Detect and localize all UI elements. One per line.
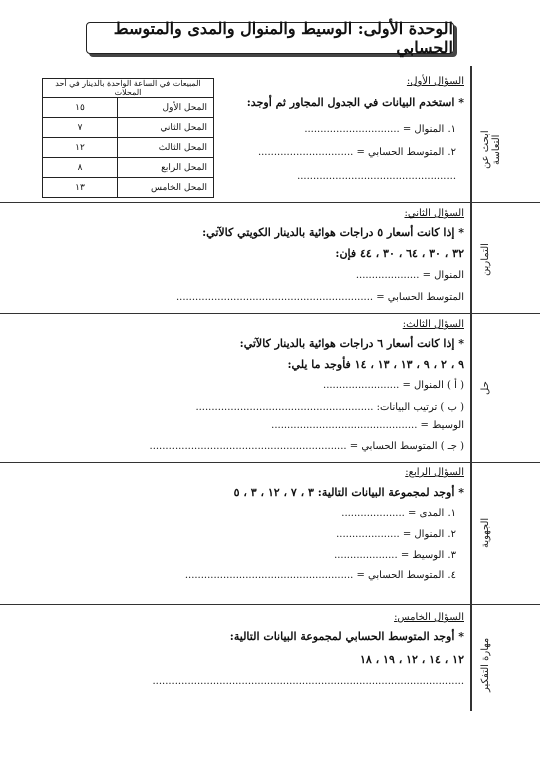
section-divider-1: [0, 202, 540, 203]
q5-instruction: * أوجد المتوسط الحسابي لمجموعة البيانات التالية:: [229, 630, 464, 643]
q4-mode-line: ٢. المنوال = ....................: [336, 529, 456, 540]
q5-answer-line: ..................................................................................................: [152, 676, 464, 687]
table-row: [43, 138, 214, 158]
side-column-divider: [470, 66, 472, 711]
table-cell-value: ١٣: [43, 178, 118, 198]
q4-mean-line: ٤. المتوسط الحسابي = .....................................................: [184, 570, 456, 581]
q2-instruction: * إذا كانت أسعار ٥ دراجات هوائية بالدينار الكويتي كالآتي:: [202, 226, 464, 239]
section-divider-2: [0, 313, 540, 314]
q4-range-line: ١. المدى = ....................: [341, 508, 456, 519]
q1-heading: السؤال الأول:: [406, 76, 464, 87]
q3-data: ٩ ، ٢ ، ٩ ، ١٣ ، ١٣ ، ١٤ فأوجد ما يلي:: [287, 358, 464, 371]
q5-heading: السؤال الخامس:: [394, 612, 464, 623]
q4-instruction: * أوجد لمجموعة البيانات التالية: ٣ ، ٧ ، ١٢ ، ٣ ، ٥: [233, 486, 464, 499]
q3-order-line: ( ب ) ترتيب البيانات: ........................................................: [195, 402, 464, 413]
table-cell-store: المحل الخامس: [118, 178, 214, 198]
table-cell-value: ٨: [43, 158, 118, 178]
q1-side-label: ابحث عن التعاسة: [480, 130, 502, 170]
q3-mode-line: ( أ ) المنوال = ........................: [323, 380, 464, 391]
table-cell-store: المحل الرابع: [118, 158, 214, 178]
table-row: [43, 158, 214, 178]
table-row: [43, 118, 214, 138]
table-cell-value: ١٢: [43, 138, 118, 158]
table-row: [43, 178, 214, 198]
q4-median-line: ٣. الوسيط = ....................: [334, 550, 456, 561]
q2-mean-line: المتوسط الحسابي = ..............................................................: [175, 292, 464, 303]
section-divider-4: [0, 604, 540, 605]
q4-heading: السؤال الرابع:: [405, 467, 464, 478]
table-cell-value: ١٥: [43, 98, 118, 118]
q4-side-label: الجهوية: [480, 517, 491, 549]
q3-instruction: * إذا كانت أسعار ٦ دراجات هوائية بالدينار كالآتي:: [239, 337, 464, 350]
q2-data: ٣٢ ، ٣٠ ، ٦٤ ، ٣٠ ، ٤٤ فإن:: [335, 247, 464, 260]
q5-data: ١٢ ، ١٤ ، ١٢ ، ١٩ ، ١٨: [359, 653, 464, 666]
q3-side-label: حل: [480, 381, 491, 395]
q3-median-line: الوسيط = ..............................................: [271, 420, 464, 431]
table-row: [43, 98, 214, 118]
section-divider-3: [0, 462, 540, 463]
table-cell-store: المحل الثاني: [118, 118, 214, 138]
q2-side-label: التمارين: [480, 243, 491, 277]
sales-table: [42, 78, 214, 198]
q1-mode-line: ١. المنوال = ..............................: [304, 124, 456, 135]
table-cell-value: ٧: [43, 118, 118, 138]
q3-mean-line: ( جـ ) المتوسط الحسابي = ..............................................................: [149, 441, 464, 452]
q2-heading: السؤال الثاني:: [404, 208, 464, 219]
q1-mean-line: ٢. المتوسط الحسابي = ..............................: [257, 147, 456, 158]
q1-instruction: * استخدم البيانات في الجدول المجاور ثم أوجد:: [246, 96, 464, 109]
page-title: الوحدة الأولى: الوسيط والمنوال والمدى والمتوسط الحسابي: [86, 22, 454, 54]
q1-extra-line: ..................................................: [297, 171, 456, 182]
q3-heading: السؤال الثالث:: [402, 319, 464, 330]
q2-mode-line: المنوال = ....................: [355, 270, 464, 281]
table-cell-store: المحل الثالث: [118, 138, 214, 158]
table-cell-store: المحل الأول: [118, 98, 214, 118]
table-header-row: [43, 79, 214, 98]
q5-side-label: مهارة التفكير: [480, 637, 491, 693]
table-header: المبيعات في الساعة الواحدة بالدينار في أحد المحلات: [43, 79, 214, 98]
